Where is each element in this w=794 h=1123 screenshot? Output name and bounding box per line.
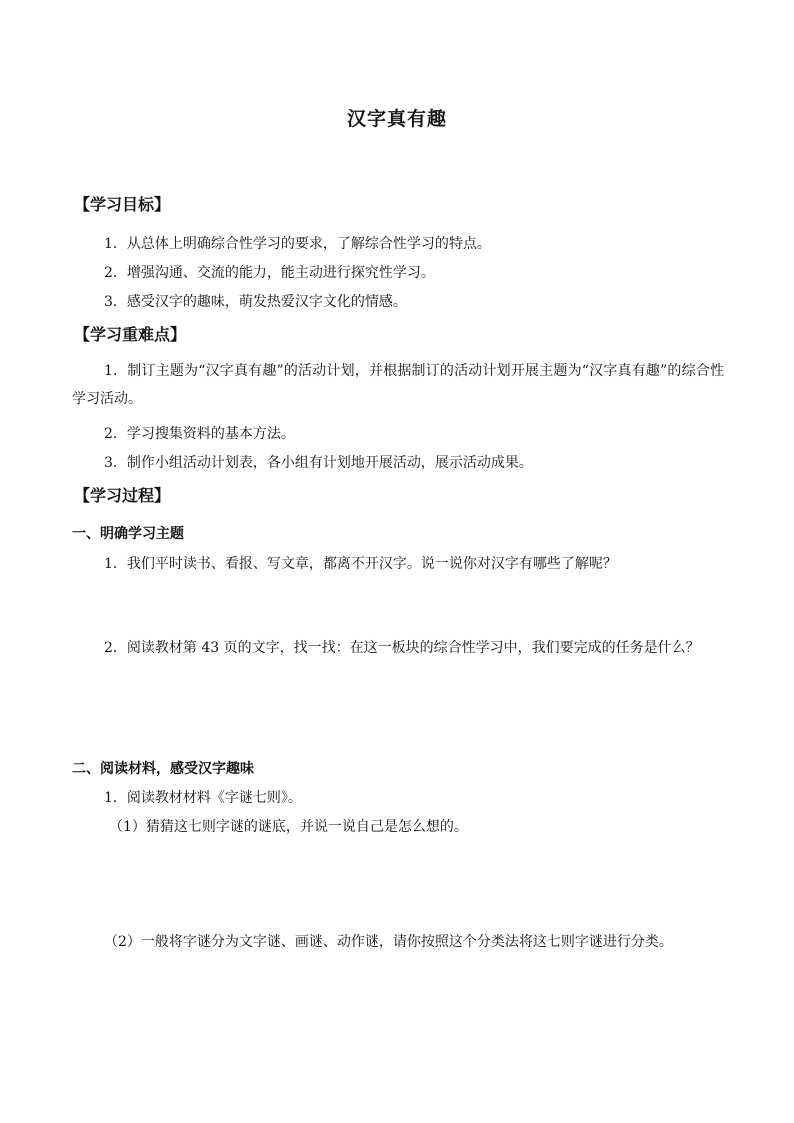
part2-question-1b: （2）一般将字谜分为文字谜、画谜、动作谜，请你按照这个分类法将这七则字谜进行分类。: [104, 934, 673, 950]
key-point-item-3: 3．制作小组活动计划表，各小组有计划地开展活动，展示活动成果。: [104, 455, 533, 471]
part1-question-1: 1．我们平时读书、看报、写文章，都离不开汉字。说一说你对汉字有哪些了解呢？: [104, 556, 617, 572]
part2-heading: 二、阅读材料，感受汉字趣味: [72, 761, 254, 777]
key-point-item-2: 2．学习搜集资料的基本方法。: [104, 426, 295, 442]
section-heading-process: 【学习过程】: [74, 486, 171, 505]
part2-question-1: 1．阅读教材材料《字谜七则》。: [104, 790, 302, 806]
goal-item-1: 1．从总体上明确综合性学习的要求，了解综合性学习的特点。: [104, 236, 491, 252]
document-title: 汉字真有趣: [346, 108, 447, 130]
part2-question-1a: （1）猜猜这七则字谜的谜底，并说一说自己是怎么想的。: [109, 819, 468, 835]
section-heading-key-points: 【学习重难点】: [74, 325, 187, 344]
part1-heading: 一、明确学习主题: [72, 526, 184, 542]
goal-item-2: 2．增强沟通、交流的能力，能主动进行探究性学习。: [104, 265, 435, 281]
part1-question-2: 2．阅读教材第 43 页的文字，找一找：在这一板块的综合性学习中，我们要完成的任务是什么？: [104, 640, 700, 656]
goal-item-3: 3．感受汉字的趣味，萌发热爱汉字文化的情感。: [104, 294, 407, 310]
key-point-item-1: 1．制订主题为“汉字真有趣”的活动计划，并根据制订的活动计划开展主题为“汉字真有趣”的综合性学习活动。: [72, 363, 724, 407]
section-heading-goals: 【学习目标】: [74, 195, 171, 214]
